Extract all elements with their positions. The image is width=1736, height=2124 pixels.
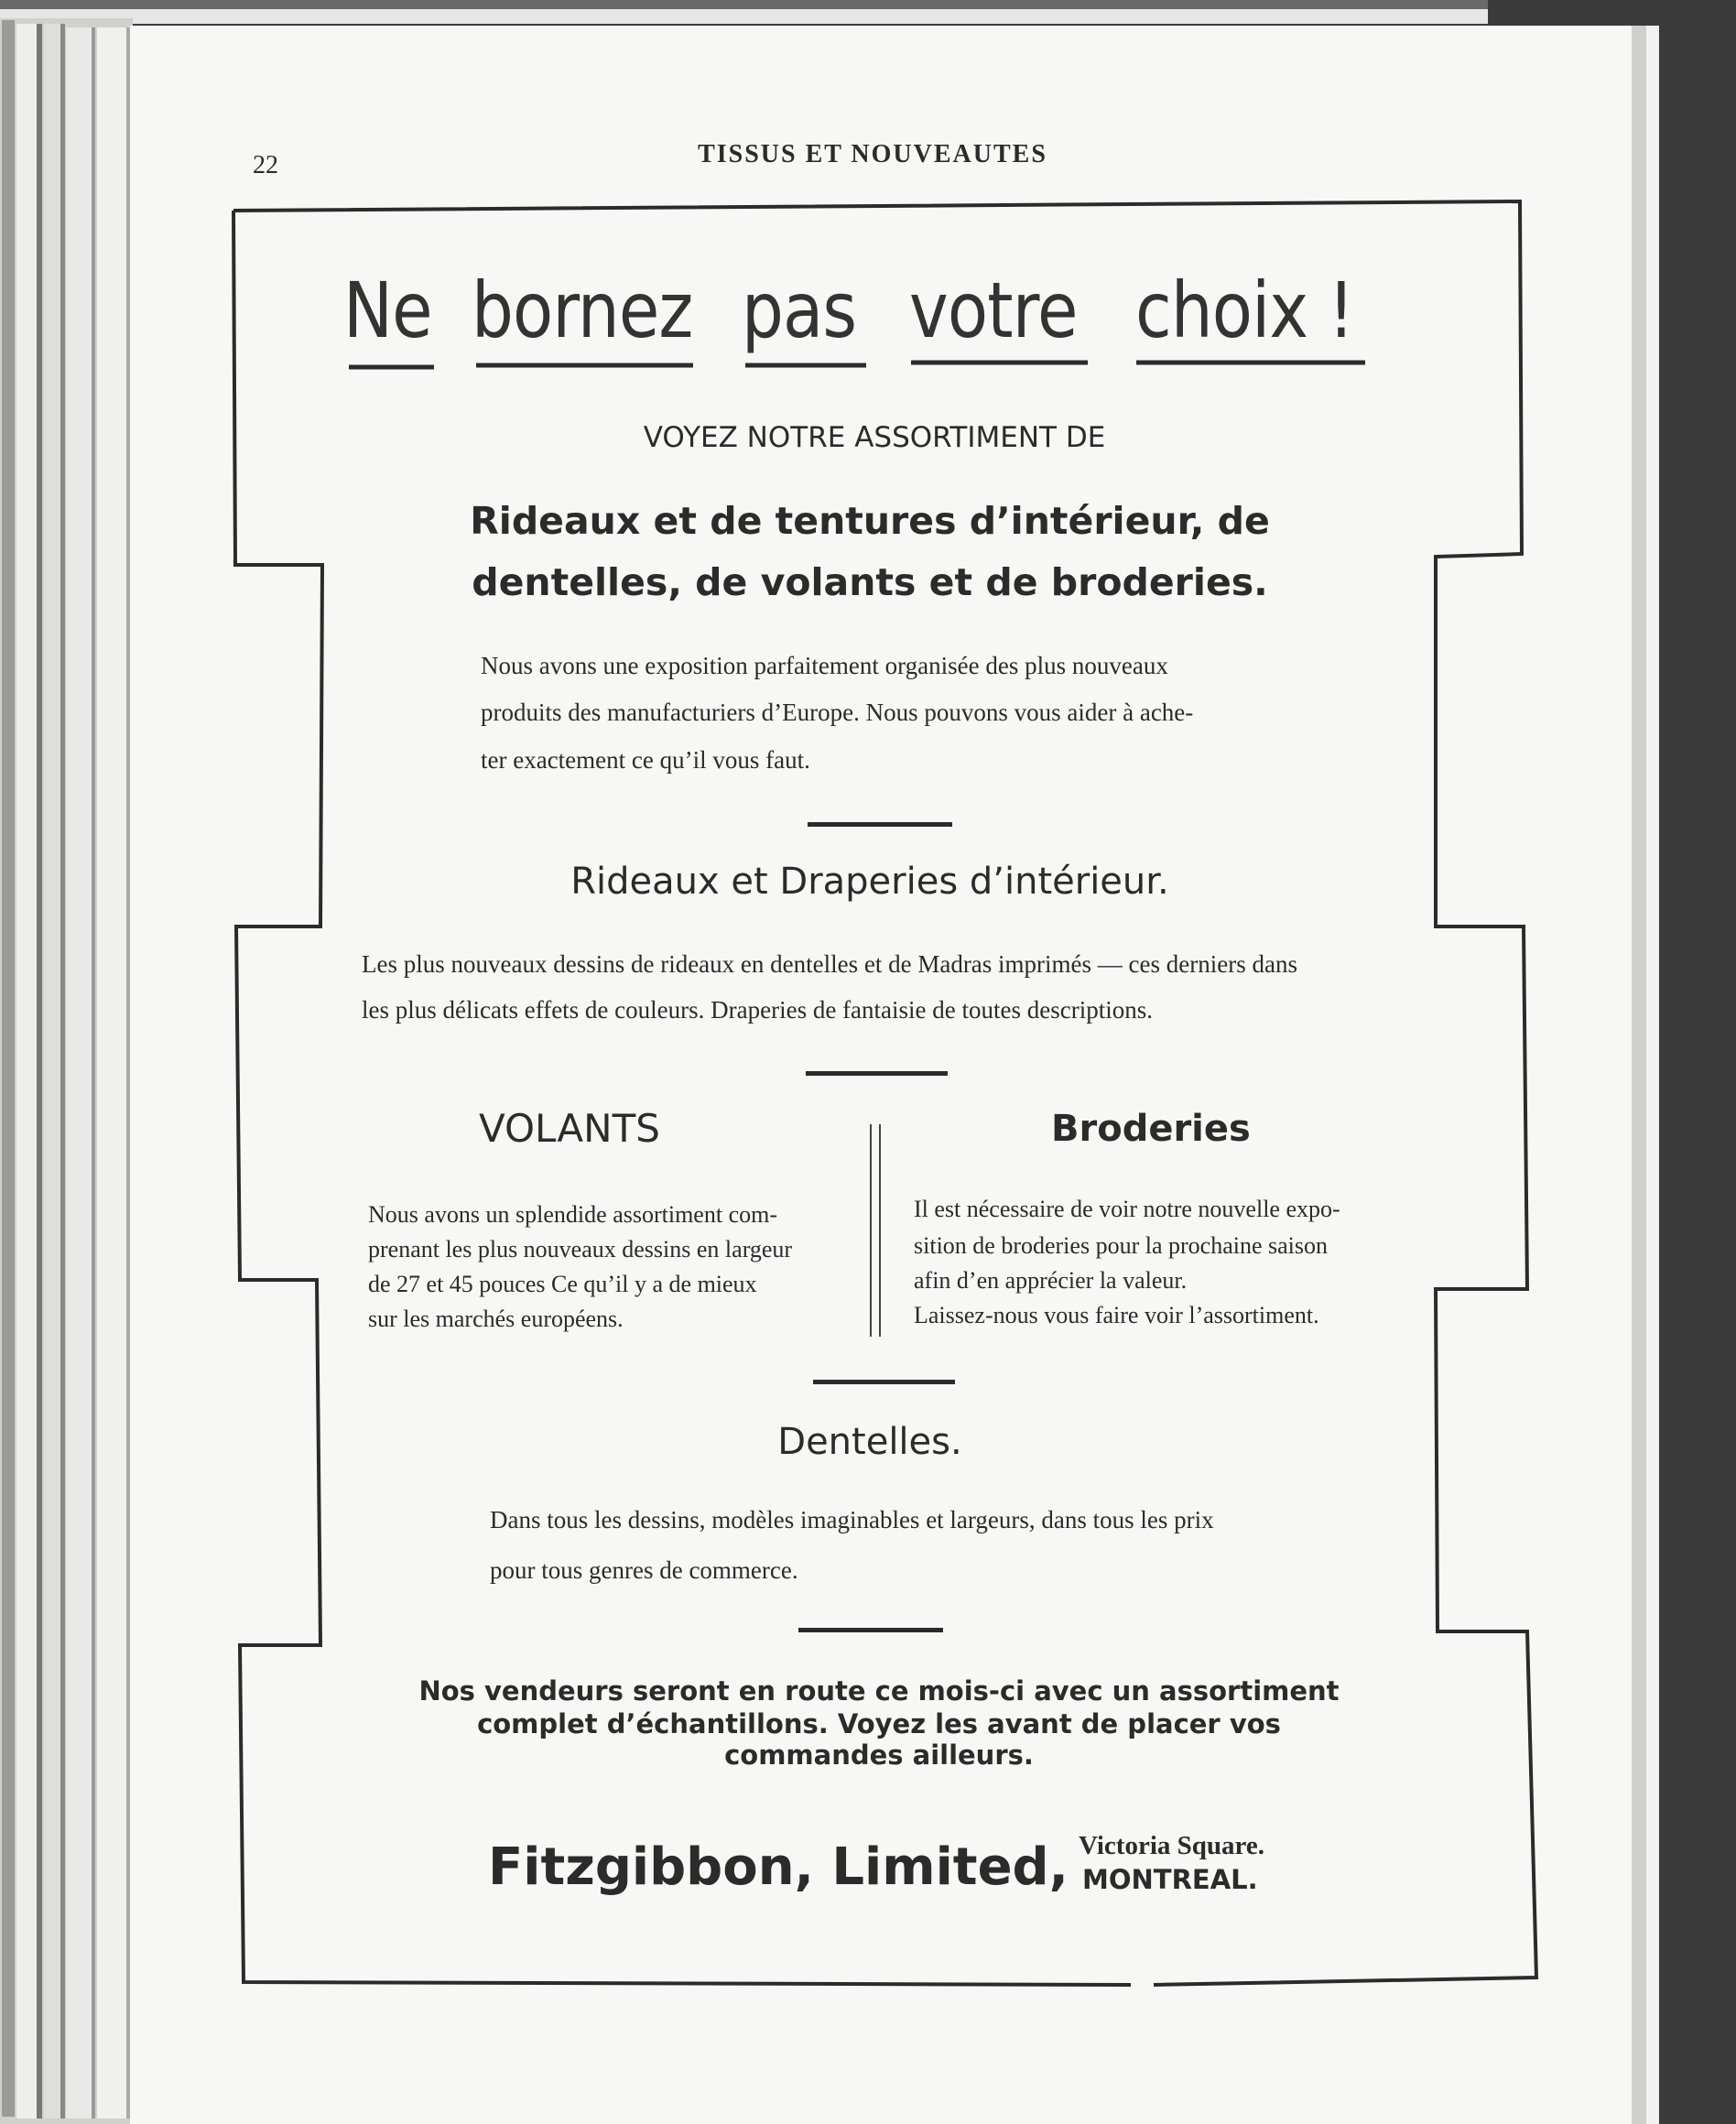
intro-line-1: Nous avons une exposition parfaitement organisée des plus nouveaux bbox=[481, 652, 1168, 679]
dentelles-heading: Dentelles. bbox=[777, 1421, 962, 1463]
rideaux-line-1: Les plus nouveaux dessins de rideaux en dentelles et de Madras imprimés — ces derniers dans bbox=[362, 950, 1297, 978]
main-heading-line-2: dentelles, de volants et de broderies. bbox=[472, 560, 1268, 604]
headline-word-1: Ne bbox=[343, 266, 432, 355]
section-divider bbox=[813, 1380, 955, 1384]
headline-word-4: votre bbox=[909, 266, 1078, 355]
running-header: TISSUS ET NOUVEAUTES bbox=[698, 140, 1047, 168]
closing-line-3: commandes ailleurs. bbox=[724, 1739, 1034, 1771]
broderies-line-2: sition de broderies pour la prochaine saison bbox=[914, 1232, 1328, 1259]
headline-word-2: bornez bbox=[472, 266, 693, 355]
volants-line-1: Nous avons un splendide assortiment com- bbox=[368, 1201, 777, 1228]
volants-line-4: sur les marchés européens. bbox=[368, 1306, 624, 1332]
headline-word-3: pas bbox=[742, 266, 857, 355]
intro-line-2: produits des manufacturiers d’Europe. Nous pouvons vous aider à ache- bbox=[481, 699, 1194, 726]
subheading: VOYEZ NOTRE ASSORTIMENT DE bbox=[643, 421, 1106, 454]
page-number: 22 bbox=[253, 151, 278, 179]
dentelles-line-2: pour tous genres de commerce. bbox=[490, 1556, 798, 1584]
closing-line-2: complet d’échantillons. Voyez les avant de placer vos bbox=[477, 1708, 1281, 1739]
column-rule-right bbox=[879, 1124, 881, 1337]
volants-heading: VOLANTS bbox=[479, 1106, 660, 1151]
broderies-line-1: Il est nécessaire de voir notre nouvelle expo- bbox=[914, 1196, 1340, 1222]
headline-word-5: choix ! bbox=[1135, 266, 1354, 355]
company-name: Fitzgibbon, Limited, bbox=[488, 1837, 1069, 1897]
volants-line-3: de 27 et 45 pouces Ce qu’il y a de mieux bbox=[368, 1271, 757, 1297]
broderies-heading: Broderies bbox=[1051, 1108, 1251, 1150]
section-divider bbox=[806, 1071, 948, 1076]
address-line-1: Victoria Square. bbox=[1079, 1831, 1264, 1860]
intro-line-3: ter exactement ce qu’il vous faut. bbox=[481, 746, 810, 774]
main-heading-line-1: Rideaux et de tentures d’intérieur, de bbox=[470, 499, 1270, 543]
section-divider bbox=[808, 822, 952, 827]
rideaux-heading: Rideaux et Draperies d’intérieur. bbox=[570, 861, 1169, 903]
dentelles-line-1: Dans tous les dessins, modèles imaginables et largeurs, dans tous les prix bbox=[490, 1506, 1214, 1533]
closing-line-1: Nos vendeurs seront en route ce mois-ci avec un assortiment bbox=[418, 1675, 1340, 1707]
broderies-line-4: Laissez-nous vous faire voir l’assortiment. bbox=[914, 1302, 1319, 1328]
column-rule-left bbox=[870, 1124, 872, 1337]
address-line-2: MONTREAL. bbox=[1082, 1864, 1258, 1895]
volants-line-2: prenant les plus nouveaux dessins en largeur bbox=[368, 1236, 793, 1262]
section-divider bbox=[798, 1628, 943, 1632]
rideaux-line-2: les plus délicats effets de couleurs. Draperies de fantaisie de toutes descriptions. bbox=[362, 996, 1153, 1024]
broderies-line-3: afin d’en apprécier la valeur. bbox=[914, 1267, 1188, 1294]
